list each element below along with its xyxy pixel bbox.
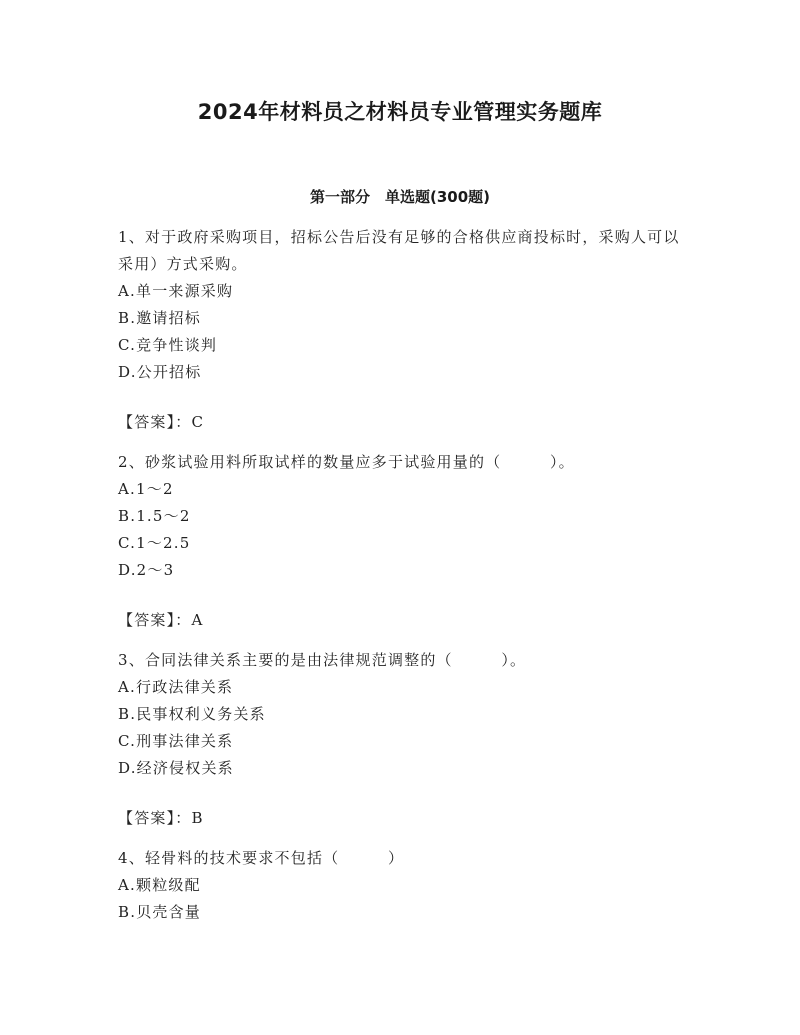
option-b: B.邀请招标 (118, 309, 201, 327)
answer-line (118, 805, 684, 832)
answer-value: B (191, 809, 204, 827)
question-list (118, 224, 684, 926)
document-title: 2024年材料员之材料员专业管理实务题库 (197, 100, 603, 124)
answer-label: 【答案】： (118, 413, 192, 431)
answer-value: A (191, 611, 204, 629)
question-1 (118, 224, 684, 436)
question-stem: 4、轻骨料的技术要求不包括（ ） (118, 849, 405, 867)
answer-label: 【答案】： (118, 809, 192, 827)
answer-line (118, 409, 684, 436)
option-c: C.刑事法律关系 (118, 732, 234, 750)
option-d: D.经济侵权关系 (118, 759, 234, 777)
option-d: D.2～3 (118, 561, 175, 579)
option-c: C.1～2.5 (118, 534, 191, 552)
question-4 (118, 845, 684, 926)
question-stem: 1、对于政府采购项目，招标公告后没有足够的合格供应商投标时，采购人可以采用）方式采购。 (118, 228, 680, 273)
answer-value: C (191, 413, 205, 431)
option-a: A.颗粒级配 (118, 876, 201, 894)
option-b: B.民事权利义务关系 (118, 705, 266, 723)
option-b: B.1.5～2 (118, 507, 191, 525)
answer-line (118, 607, 684, 634)
section-title: 第一部分 单选题(300题) (309, 188, 491, 206)
option-d: D.公开招标 (118, 363, 202, 381)
option-a: A.行政法律关系 (118, 678, 234, 696)
option-a: A.1～2 (118, 480, 174, 498)
question-stem: 3、合同法律关系主要的是由法律规范调整的（ ）。 (118, 651, 527, 669)
question-3 (118, 647, 684, 832)
option-b: B.贝壳含量 (118, 903, 201, 921)
answer-label: 【答案】： (118, 611, 192, 629)
question-2 (118, 449, 684, 634)
question-stem: 2、砂浆试验用料所取试样的数量应多于试验用量的（ ）。 (118, 453, 575, 471)
option-a: A.单一来源采购 (118, 282, 234, 300)
option-c: C.竞争性谈判 (118, 336, 218, 354)
